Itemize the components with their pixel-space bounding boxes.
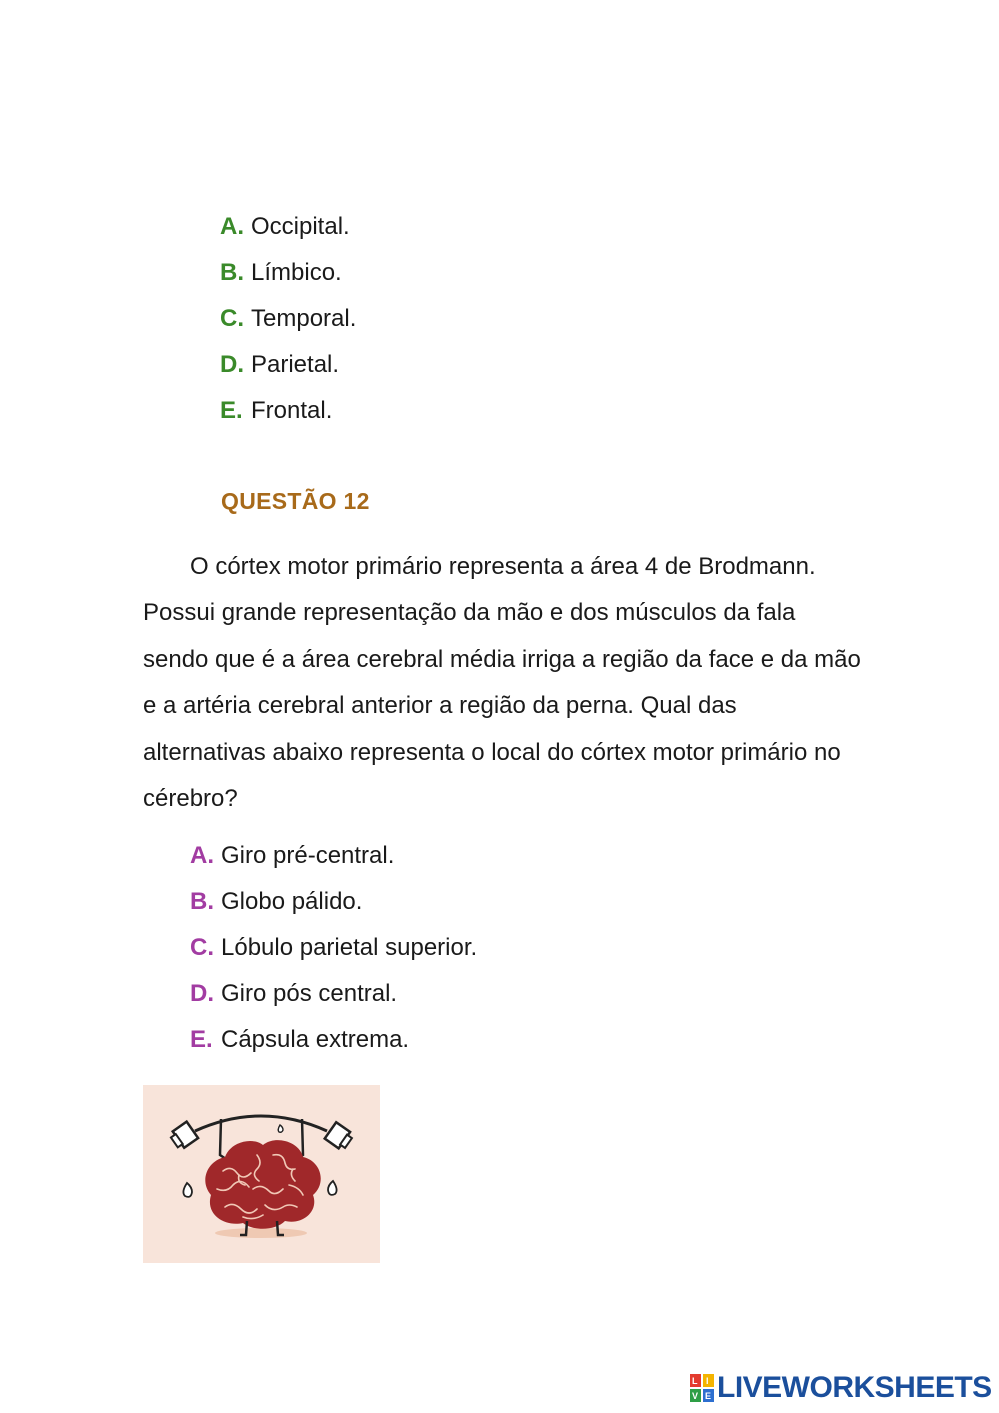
liveworksheets-logo-icon — [690, 1374, 714, 1402]
option-text: Temporal. — [251, 305, 357, 332]
option-letter: E. — [220, 397, 243, 424]
option-letter: D. — [220, 351, 244, 378]
option-letter: B. — [220, 259, 244, 286]
option-e[interactable] — [190, 1023, 477, 1069]
liveworksheets-logo-text: LIVEWORKSHEETS — [717, 1371, 992, 1404]
option-c[interactable] — [220, 302, 356, 348]
question-12-statement: O córtex motor primário representa a área 4 de Brodmann. Possui grande representação da mão e dos músculos da fala sendo que é a área cerebral média irriga a região da face e da mão e a artéria cerebral anterior a região da perna. Qual das alternativas abaixo representa o local do córtex motor primário no cérebro? — [143, 553, 861, 813]
option-letter: C. — [190, 934, 214, 961]
option-text: Lóbulo parietal superior. — [221, 934, 478, 961]
option-text: Límbico. — [251, 259, 342, 286]
option-letter: B. — [190, 888, 214, 915]
svg-text:E: E — [705, 1391, 712, 1401]
option-letter: E. — [190, 1026, 213, 1053]
option-b[interactable] — [190, 885, 477, 931]
brain-weightlifting-icon — [143, 1085, 380, 1263]
option-c[interactable] — [190, 931, 477, 977]
option-letter: C. — [220, 305, 244, 332]
option-a[interactable] — [190, 839, 477, 885]
option-text: Occipital. — [251, 213, 350, 240]
option-e[interactable] — [220, 394, 356, 440]
option-letter: D. — [190, 980, 214, 1007]
svg-text:L: L — [692, 1376, 698, 1386]
option-text: Giro pós central. — [221, 980, 398, 1007]
option-letter: A. — [190, 842, 214, 869]
option-letter: A. — [220, 213, 244, 240]
question-11-options — [220, 210, 356, 440]
option-d[interactable] — [190, 977, 477, 1023]
option-a[interactable] — [220, 210, 356, 256]
option-d[interactable] — [220, 348, 356, 394]
option-text: Giro pré-central. — [221, 842, 395, 869]
option-text: Globo pálido. — [221, 888, 363, 915]
option-b[interactable] — [220, 256, 356, 302]
brain-lifting-illustration — [143, 1085, 380, 1263]
option-text: Frontal. — [251, 397, 333, 424]
option-text: Parietal. — [251, 351, 340, 378]
option-text: Cápsula extrema. — [221, 1026, 410, 1053]
liveworksheets-logo — [690, 1370, 992, 1406]
svg-text:V: V — [692, 1391, 699, 1401]
svg-text:I: I — [706, 1376, 709, 1386]
question-12-options — [190, 839, 477, 1069]
question-12-title: QUESTÃO 12 — [221, 488, 370, 514]
